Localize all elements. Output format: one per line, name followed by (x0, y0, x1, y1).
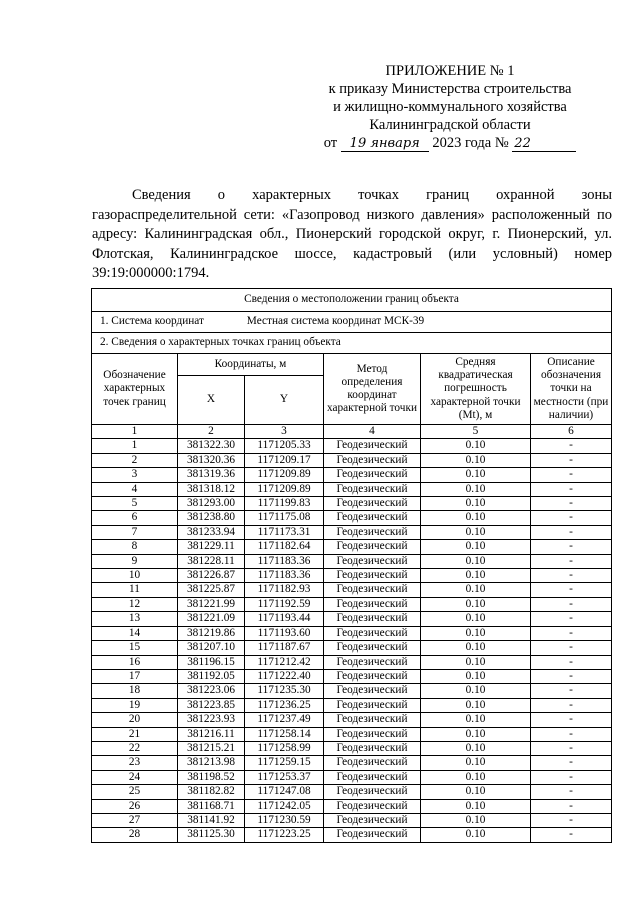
point-number-cell: 17 (92, 669, 178, 683)
table-row (92, 669, 612, 683)
point-number-cell: 4 (92, 482, 178, 496)
accuracy-cell: 0.10 (421, 813, 531, 827)
description-cell: - (531, 453, 612, 467)
header-y: Y (245, 375, 324, 424)
method-cell: Геодезический (324, 439, 421, 453)
header-description: Описание обозначения точки на местности (при наличии) (531, 354, 612, 425)
coordinate-system-label: 1. Система координат (100, 315, 204, 328)
table-row (92, 597, 612, 611)
method-cell: Геодезический (324, 540, 421, 554)
coordinate-system-row (92, 312, 612, 333)
x-coordinate-cell: 381192.05 (178, 669, 245, 683)
accuracy-cell: 0.10 (421, 453, 531, 467)
method-cell: Геодезический (324, 770, 421, 784)
section-2-heading: 2. Сведения о характерных точках границ объекта (92, 333, 612, 354)
table-row (92, 698, 612, 712)
description-cell: - (531, 468, 612, 482)
table-title: Сведения о местоположении границ объекта (92, 289, 612, 312)
accuracy-cell: 0.10 (421, 612, 531, 626)
x-coordinate-cell: 381213.98 (178, 756, 245, 770)
description-cell: - (531, 597, 612, 611)
description-cell: - (531, 612, 612, 626)
coordinate-system-value: Местная система координат МСК-39 (246, 315, 425, 328)
table-row (92, 497, 612, 511)
accuracy-cell: 0.10 (421, 597, 531, 611)
point-number-cell: 20 (92, 713, 178, 727)
method-cell: Геодезический (324, 828, 421, 842)
header-method: Метод определения координат характерной точки (324, 354, 421, 425)
boundary-points-table (91, 288, 612, 843)
x-coordinate-cell: 381223.85 (178, 698, 245, 712)
x-coordinate-cell: 381182.82 (178, 785, 245, 799)
column-number: 3 (245, 425, 324, 439)
table-row (92, 569, 612, 583)
point-number-cell: 16 (92, 655, 178, 669)
description-cell: - (531, 741, 612, 755)
description-cell: - (531, 713, 612, 727)
y-coordinate-cell: 1171235.30 (245, 684, 324, 698)
method-cell: Геодезический (324, 626, 421, 640)
y-coordinate-cell: 1171193.60 (245, 626, 324, 640)
x-coordinate-cell: 381322.30 (178, 439, 245, 453)
column-number: 2 (178, 425, 245, 439)
column-number: 1 (92, 425, 178, 439)
x-coordinate-cell: 381319.36 (178, 468, 245, 482)
x-coordinate-cell: 381223.06 (178, 684, 245, 698)
table-row (92, 828, 612, 842)
accuracy-cell: 0.10 (421, 741, 531, 755)
y-coordinate-cell: 1171212.42 (245, 655, 324, 669)
accuracy-cell: 0.10 (421, 497, 531, 511)
y-coordinate-cell: 1171182.93 (245, 583, 324, 597)
y-coordinate-cell: 1171183.36 (245, 569, 324, 583)
point-number-cell: 22 (92, 741, 178, 755)
x-coordinate-cell: 381233.94 (178, 525, 245, 539)
table-row (92, 741, 612, 755)
description-cell: - (531, 511, 612, 525)
point-number-cell: 27 (92, 813, 178, 827)
point-number-cell: 14 (92, 626, 178, 640)
x-coordinate-cell: 381125.30 (178, 828, 245, 842)
y-coordinate-cell: 1171209.17 (245, 453, 324, 467)
point-number-cell: 12 (92, 597, 178, 611)
y-coordinate-cell: 1171236.25 (245, 698, 324, 712)
accuracy-cell: 0.10 (421, 655, 531, 669)
description-cell: - (531, 828, 612, 842)
intro-paragraph (92, 186, 612, 284)
point-number-cell: 21 (92, 727, 178, 741)
description-cell: - (531, 799, 612, 813)
accuracy-cell: 0.10 (421, 439, 531, 453)
accuracy-cell: 0.10 (421, 799, 531, 813)
description-cell: - (531, 626, 612, 640)
accuracy-cell: 0.10 (421, 554, 531, 568)
accuracy-cell: 0.10 (421, 713, 531, 727)
accuracy-cell: 0.10 (421, 698, 531, 712)
year-label: 2023 года № (432, 135, 509, 151)
appendix-header (300, 62, 600, 152)
y-coordinate-cell: 1171259.15 (245, 756, 324, 770)
table-row (92, 453, 612, 467)
table-row (92, 612, 612, 626)
header-point-designation: Обозначение характерных точек границ (92, 354, 178, 425)
method-cell: Геодезический (324, 482, 421, 496)
method-cell: Геодезический (324, 641, 421, 655)
description-cell: - (531, 684, 612, 698)
accuracy-cell: 0.10 (421, 626, 531, 640)
header-coordinates: Координаты, м (178, 354, 324, 376)
x-coordinate-cell: 381198.52 (178, 770, 245, 784)
y-coordinate-cell: 1171222.40 (245, 669, 324, 683)
accuracy-cell: 0.10 (421, 684, 531, 698)
point-number-cell: 13 (92, 612, 178, 626)
x-coordinate-cell: 381293.00 (178, 497, 245, 511)
appendix-title: ПРИЛОЖЕНИЕ № 1 (385, 63, 515, 79)
table-row (92, 756, 612, 770)
table-row (92, 655, 612, 669)
region-line: Калининградской области (369, 117, 531, 133)
accuracy-cell: 0.10 (421, 770, 531, 784)
y-coordinate-cell: 1171187.67 (245, 641, 324, 655)
description-cell: - (531, 785, 612, 799)
description-cell: - (531, 727, 612, 741)
x-coordinate-cell: 381141.92 (178, 813, 245, 827)
y-coordinate-cell: 1171175.08 (245, 511, 324, 525)
handwritten-order-number: 22 (512, 136, 576, 152)
y-coordinate-cell: 1171258.14 (245, 727, 324, 741)
table-row (92, 482, 612, 496)
point-number-cell: 1 (92, 439, 178, 453)
y-coordinate-cell: 1171192.59 (245, 597, 324, 611)
point-number-cell: 2 (92, 453, 178, 467)
x-coordinate-cell: 381221.99 (178, 597, 245, 611)
x-coordinate-cell: 381318.12 (178, 482, 245, 496)
point-number-cell: 5 (92, 497, 178, 511)
table-row (92, 626, 612, 640)
accuracy-cell: 0.10 (421, 511, 531, 525)
x-coordinate-cell: 381225.87 (178, 583, 245, 597)
accuracy-cell: 0.10 (421, 468, 531, 482)
table-row (92, 684, 612, 698)
from-label: от (323, 135, 338, 151)
method-cell: Геодезический (324, 583, 421, 597)
column-numbers-row (92, 425, 612, 439)
table-row (92, 554, 612, 568)
y-coordinate-cell: 1171199.83 (245, 497, 324, 511)
description-cell: - (531, 641, 612, 655)
description-cell: - (531, 439, 612, 453)
y-coordinate-cell: 1171237.49 (245, 713, 324, 727)
table-row (92, 468, 612, 482)
description-cell: - (531, 669, 612, 683)
description-cell: - (531, 756, 612, 770)
method-cell: Геодезический (324, 468, 421, 482)
column-number: 6 (531, 425, 612, 439)
method-cell: Геодезический (324, 713, 421, 727)
x-coordinate-cell: 381221.09 (178, 612, 245, 626)
method-cell: Геодезический (324, 799, 421, 813)
accuracy-cell: 0.10 (421, 482, 531, 496)
method-cell: Геодезический (324, 727, 421, 741)
y-coordinate-cell: 1171182.64 (245, 540, 324, 554)
y-coordinate-cell: 1171247.08 (245, 785, 324, 799)
description-cell: - (531, 497, 612, 511)
point-number-cell: 9 (92, 554, 178, 568)
x-coordinate-cell: 381207.10 (178, 641, 245, 655)
point-number-cell: 15 (92, 641, 178, 655)
accuracy-cell: 0.10 (421, 569, 531, 583)
description-cell: - (531, 813, 612, 827)
table-row (92, 785, 612, 799)
description-cell: - (531, 583, 612, 597)
x-coordinate-cell: 381215.21 (178, 741, 245, 755)
point-number-cell: 23 (92, 756, 178, 770)
description-cell: - (531, 698, 612, 712)
x-coordinate-cell: 381229.11 (178, 540, 245, 554)
y-coordinate-cell: 1171193.44 (245, 612, 324, 626)
y-coordinate-cell: 1171242.05 (245, 799, 324, 813)
point-number-cell: 8 (92, 540, 178, 554)
accuracy-cell: 0.10 (421, 641, 531, 655)
y-coordinate-cell: 1171209.89 (245, 468, 324, 482)
description-cell: - (531, 569, 612, 583)
y-coordinate-cell: 1171183.36 (245, 554, 324, 568)
point-number-cell: 24 (92, 770, 178, 784)
table-row (92, 770, 612, 784)
point-number-cell: 26 (92, 799, 178, 813)
point-number-cell: 3 (92, 468, 178, 482)
accuracy-cell: 0.10 (421, 583, 531, 597)
accuracy-cell: 0.10 (421, 669, 531, 683)
accuracy-cell: 0.10 (421, 828, 531, 842)
column-number: 4 (324, 425, 421, 439)
description-cell: - (531, 554, 612, 568)
x-coordinate-cell: 381228.11 (178, 554, 245, 568)
order-date-line (300, 134, 600, 152)
y-coordinate-cell: 1171258.99 (245, 741, 324, 755)
accuracy-cell: 0.10 (421, 540, 531, 554)
description-cell: - (531, 482, 612, 496)
description-cell: - (531, 655, 612, 669)
x-coordinate-cell: 381196.15 (178, 655, 245, 669)
method-cell: Геодезический (324, 741, 421, 755)
x-coordinate-cell: 381223.93 (178, 713, 245, 727)
method-cell: Геодезический (324, 785, 421, 799)
accuracy-cell: 0.10 (421, 727, 531, 741)
accuracy-cell: 0.10 (421, 525, 531, 539)
x-coordinate-cell: 381219.86 (178, 626, 245, 640)
point-number-cell: 7 (92, 525, 178, 539)
column-number: 5 (421, 425, 531, 439)
accuracy-cell: 0.10 (421, 785, 531, 799)
method-cell: Геодезический (324, 698, 421, 712)
method-cell: Геодезический (324, 597, 421, 611)
table-row (92, 799, 612, 813)
method-cell: Геодезический (324, 497, 421, 511)
method-cell: Геодезический (324, 554, 421, 568)
table-row (92, 713, 612, 727)
method-cell: Геодезический (324, 756, 421, 770)
header-accuracy: Средняя квадратическая погрешность характерной точки (Mt), м (421, 354, 531, 425)
method-cell: Геодезический (324, 655, 421, 669)
description-cell: - (531, 525, 612, 539)
x-coordinate-cell: 381238.80 (178, 511, 245, 525)
y-coordinate-cell: 1171230.59 (245, 813, 324, 827)
point-number-cell: 10 (92, 569, 178, 583)
header-x: X (178, 375, 245, 424)
x-coordinate-cell: 381168.71 (178, 799, 245, 813)
y-coordinate-cell: 1171209.89 (245, 482, 324, 496)
method-cell: Геодезический (324, 511, 421, 525)
method-cell: Геодезический (324, 453, 421, 467)
method-cell: Геодезический (324, 525, 421, 539)
method-cell: Геодезический (324, 684, 421, 698)
ministry-line: и жилищно-коммунального хозяйства (333, 99, 567, 115)
method-cell: Геодезический (324, 569, 421, 583)
method-cell: Геодезический (324, 813, 421, 827)
description-cell: - (531, 540, 612, 554)
point-number-cell: 28 (92, 828, 178, 842)
table-row (92, 439, 612, 453)
order-reference-line: к приказу Министерства строительства (328, 81, 572, 97)
method-cell: Геодезический (324, 612, 421, 626)
table-row (92, 641, 612, 655)
point-number-cell: 18 (92, 684, 178, 698)
table-row (92, 727, 612, 741)
table-row (92, 583, 612, 597)
y-coordinate-cell: 1171205.33 (245, 439, 324, 453)
y-coordinate-cell: 1171253.37 (245, 770, 324, 784)
table-row (92, 511, 612, 525)
table-row (92, 813, 612, 827)
point-number-cell: 11 (92, 583, 178, 597)
table-row (92, 525, 612, 539)
accuracy-cell: 0.10 (421, 756, 531, 770)
y-coordinate-cell: 1171223.25 (245, 828, 324, 842)
method-cell: Геодезический (324, 669, 421, 683)
point-number-cell: 25 (92, 785, 178, 799)
y-coordinate-cell: 1171173.31 (245, 525, 324, 539)
description-cell: - (531, 770, 612, 784)
point-number-cell: 6 (92, 511, 178, 525)
table-row (92, 540, 612, 554)
intro-text: Сведения о характерных точках границ охранной зоны газораспределительной сети: «Газопровод низкого давления» расположенный по адресу: Калининградская обл., Пионерский городской округ, г. Пионерский, ул. Флотская, Калининградское шоссе, кадастровый (или условный) номер 39:19:000000:1794. (92, 187, 612, 281)
handwritten-date: 19 января (341, 136, 429, 152)
point-number-cell: 19 (92, 698, 178, 712)
x-coordinate-cell: 381226.87 (178, 569, 245, 583)
x-coordinate-cell: 381216.11 (178, 727, 245, 741)
x-coordinate-cell: 381320.36 (178, 453, 245, 467)
